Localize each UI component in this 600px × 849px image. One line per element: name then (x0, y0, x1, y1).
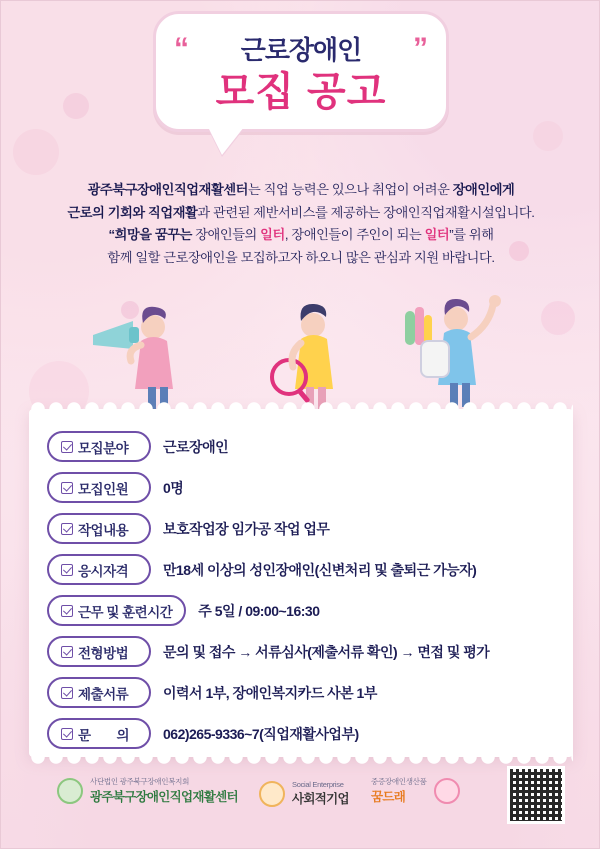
checkbox-icon (61, 728, 73, 740)
detail-value: 근로장애인 (163, 438, 229, 455)
checkbox-icon (61, 605, 73, 617)
details-card (29, 409, 573, 757)
logo-social-text (292, 780, 349, 807)
checkbox-icon (61, 687, 73, 699)
intro-line-1 (19, 179, 583, 202)
qr-code-pattern (510, 769, 562, 821)
decorative-blob (63, 93, 89, 119)
checkbox-icon (61, 482, 73, 494)
logo-social-enterprise (259, 780, 349, 807)
detail-label: 문 의 (78, 727, 130, 743)
intro-line3-a: “희망을 꿈꾸는 (108, 227, 192, 243)
detail-label: 응시자격 (78, 563, 129, 579)
intro-line2-emph: 근로의 기회와 직업재활 (67, 204, 198, 220)
intro-org-name: 광주북구장애인직업재활센터 (87, 182, 249, 197)
quote-open-icon: “ (174, 32, 189, 65)
detail-row (47, 595, 555, 626)
intro-line3-d: , 장애인들이 주인이 되는 (284, 227, 425, 243)
intro-paragraph (19, 179, 583, 270)
details-list (47, 431, 555, 759)
detail-row (47, 718, 555, 749)
people-illustration (1, 283, 600, 413)
intro-line-4: 함께 일할 근로장애인을 모집하고자 하오니 많은 관심과 지원 바랍니다. (107, 250, 495, 266)
logo-ggumdre-sub: 중증장애인생산품 (371, 777, 427, 786)
logo-social-main: 사회적기업 (292, 792, 349, 806)
detail-label-pill (47, 513, 151, 544)
intro-line-2 (19, 202, 583, 225)
detail-value: 문의 및 접수 → 서류심사(제출서류 확인) → 면접 및 평가 (163, 643, 490, 660)
detail-value: 이력서 1부, 장애인복지카드 사본 1부 (163, 684, 377, 701)
detail-label: 제출서류 (78, 686, 129, 702)
detail-label-pill (47, 554, 151, 585)
person-waving-icon (405, 295, 501, 407)
detail-value: 보호작업장 임가공 작업 업무 (163, 520, 330, 537)
quote-close-icon: ” (413, 32, 428, 65)
logo-center-main: 광주북구장애인직업재활센터 (90, 790, 238, 804)
detail-label: 근무 및 훈련시간 (78, 604, 173, 620)
footer (1, 762, 600, 840)
checkbox-icon (61, 564, 73, 576)
detail-label: 전형방법 (78, 645, 129, 661)
intro-line3-b: 장애인들의 (191, 227, 261, 243)
logo-center (57, 776, 238, 805)
decorative-blob (13, 129, 59, 175)
detail-label: 모집인원 (78, 481, 129, 497)
page-title-line2: 모집 공고 (215, 70, 387, 114)
decorative-blob (533, 121, 563, 151)
person-megaphone-icon (93, 307, 173, 409)
detail-value: 062)265-9336~7(직업재활사업부) (163, 725, 359, 742)
detail-label-pill (47, 431, 151, 462)
person-magnifier-icon (272, 304, 333, 409)
detail-value: 주 5일 / 09:00~16:30 (198, 602, 320, 619)
intro-line1-emph: 장애인에게 (452, 182, 515, 197)
title-balloon (153, 11, 449, 132)
detail-row (47, 431, 555, 462)
title-balloon-body (153, 11, 449, 132)
logo-center-sub: 사단법인 광주북구장애인복지회 (90, 777, 190, 786)
detail-label-pill (47, 718, 151, 749)
detail-row (47, 677, 555, 708)
detail-value: 0명 (163, 479, 184, 496)
detail-label: 모집분야 (78, 440, 129, 456)
page-title-line1: 근로장애인 (240, 35, 362, 65)
detail-row (47, 513, 555, 544)
detail-row (47, 472, 555, 503)
intro-line1-text: 는 직업 능력은 있으나 취업이 어려운 (248, 182, 453, 197)
detail-label-pill (47, 636, 151, 667)
detail-label-pill (47, 472, 151, 503)
checkbox-icon (61, 523, 73, 535)
logo-ggumdre (371, 776, 460, 805)
qr-code[interactable] (507, 766, 565, 824)
detail-label-pill (47, 677, 151, 708)
checkbox-icon (61, 441, 73, 453)
logo-center-text (90, 776, 238, 805)
center-logo-icon (57, 778, 83, 804)
detail-label-pill (47, 595, 186, 626)
intro-keyword-1: 일터 (260, 227, 285, 243)
ggumdre-logo-icon (434, 778, 460, 804)
detail-row (47, 554, 555, 585)
checkbox-icon (61, 646, 73, 658)
intro-line-3 (19, 224, 583, 247)
social-enterprise-logo-icon (259, 781, 285, 807)
detail-label: 작업내용 (78, 522, 129, 538)
intro-line3-f: ”를 위해 (449, 227, 494, 243)
logo-social-sub: Social Enterprise (292, 780, 344, 789)
logo-ggumdre-text (371, 776, 427, 805)
intro-line2-text: 과 관련된 제반서비스를 제공하는 장애인직업재활시설입니다. (197, 204, 535, 220)
detail-value: 만18세 이상의 성인장애인(신변처리 및 출퇴근 가능자) (163, 561, 477, 578)
intro-keyword-2: 일터 (424, 227, 450, 243)
detail-row (47, 636, 555, 667)
logo-ggumdre-main: 꿈드래 (371, 790, 406, 804)
